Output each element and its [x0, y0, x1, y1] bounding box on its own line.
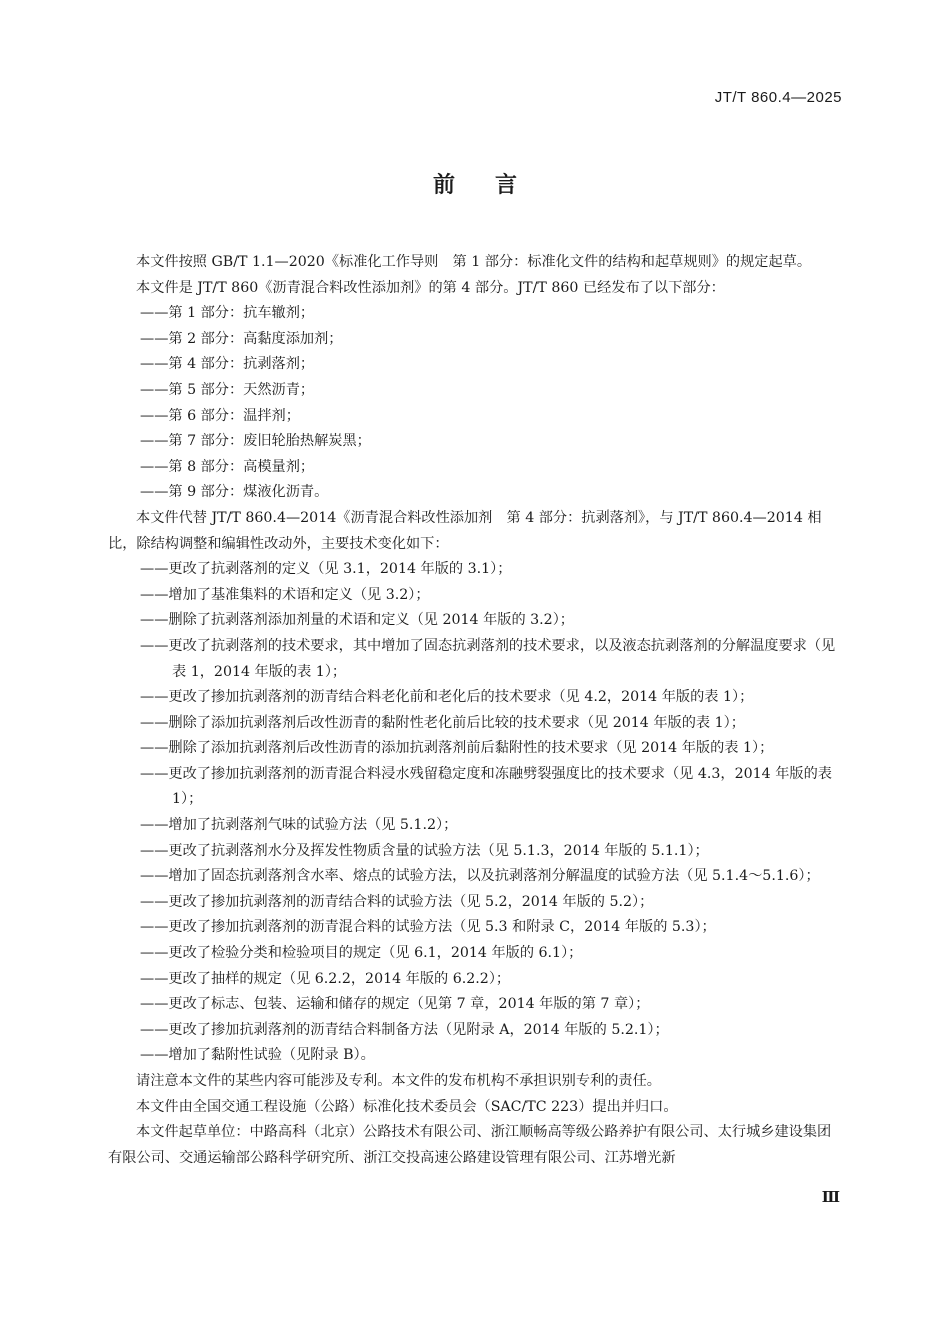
intro-paragraph: 本文件按照 GB/T 1.1—2020《标准化工作导则 第 1 部分：标准化文件的结构和起草规则》的规定起草。	[136, 254, 812, 270]
change-list-item: ——更改了检验分类和检验项目的规定（见 6.1，2014 年版的 6.1）；	[140, 945, 583, 962]
change-list-item: ——增加了黏附性试验（见附录 B）。	[140, 1047, 375, 1064]
committee-paragraph: 本文件由全国交通工程设施（公路）标准化技术委员会（SAC/TC 223）提出并归口。	[136, 1098, 678, 1115]
change-list-item: ——更改了掺加抗剥落剂的沥青结合料老化前和老化后的技术要求（见 4.2，2014 年版的表 1）；	[140, 689, 754, 706]
change-list-item: ——删除了添加抗剥落剂后改性沥青的添加抗剥落剂前后黏附性的技术要求（见 2014 年版的表 1）；	[140, 740, 774, 757]
change-list-item: ——更改了掺加抗剥落剂的沥青结合料的试验方法（见 5.2，2014 年版的 5.2）；	[140, 893, 654, 910]
change-list-item: ——增加了基准集料的术语和定义（见 3.2）；	[140, 586, 430, 603]
change-list-item: ——增加了抗剥落剂气味的试验方法（见 5.1.2）；	[140, 817, 458, 834]
preface-body	[108, 250, 844, 1171]
intro-paragraph: 本文件是 JT/T 860《沥青混合料改性添加剂》的第 4 部分。JT/T 860 已经发布了以下部分：	[136, 279, 725, 296]
change-list-item: ——更改了抽样的规定（见 6.2.2，2014 年版的 6.2.2）；	[140, 970, 511, 987]
parts-list-item: ——第 1 部分：抗车辙剂；	[140, 305, 315, 322]
parts-list-item: ——第 9 部分：煤液化沥青。	[140, 484, 329, 501]
change-list-item: ——删除了添加抗剥落剂后改性沥青的黏附性老化前后比较的技术要求（见 2014 年版的表 1）；	[140, 714, 745, 731]
parts-list-item: ——第 2 部分：高黏度添加剂；	[140, 330, 343, 347]
replace-paragraph: 本文件代替 JT/T 860.4—2014《沥青混合料改性添加剂 第 4 部分：抗剥落剂》，与 JT/T 860.4—2014 相比，除结构调整和编辑性改动外，主要技术变化如下：	[108, 509, 822, 552]
parts-list-item: ——第 5 部分：天然沥青；	[140, 381, 315, 398]
drafting-units-paragraph: 本文件起草单位：中路高科（北京）公路技术有限公司、浙江顺畅高等级公路养护有限公司、太行城乡建设集团有限公司、交通运输部公路科学研究所、浙江交投高速公路建设管理有限公司、江苏增光新	[108, 1124, 832, 1166]
document-code: JT/T 860.4—2025	[714, 89, 842, 106]
change-list-item: ——更改了抗剥落剂的技术要求，其中增加了固态抗剥落剂的技术要求，以及液态抗剥落剂的分解温度要求（见表 1，2014 年版的表 1）；	[140, 637, 836, 680]
page-title: 前言	[432, 173, 557, 198]
change-list-item: ——更改了掺加抗剥落剂的沥青混合料的试验方法（见 5.3 和附录 C，2014 年版的 5.3）；	[140, 919, 716, 936]
change-list-item: ——更改了掺加抗剥落剂的沥青混合料浸水残留稳定度和冻融劈裂强度比的技术要求（见 4.3，2014 年版的表 1）；	[140, 765, 832, 808]
parts-list-item: ——第 6 部分：温拌剂；	[140, 407, 300, 424]
patent-notice: 请注意本文件的某些内容可能涉及专利。本文件的发布机构不承担识别专利的责任。	[136, 1073, 661, 1089]
change-list-item: ——更改了标志、包装、运输和储存的规定（见第 7 章，2014 年版的第 7 章）；	[140, 996, 650, 1013]
page-number: Ⅲ	[821, 1188, 840, 1206]
change-list-item: ——更改了抗剥落剂的定义（见 3.1，2014 年版的 3.1）；	[140, 561, 512, 578]
change-list-item: ——更改了掺加抗剥落剂的沥青结合料制备方法（见附录 A，2014 年版的 5.2.1）；	[140, 1021, 669, 1038]
parts-list-item: ——第 4 部分：抗剥落剂；	[140, 356, 315, 373]
change-list-item: ——增加了固态抗剥落剂含水率、熔点的试验方法，以及抗剥落剂分解温度的试验方法（见 5.1.4～5.1.6）；	[140, 868, 820, 885]
change-list-item: ——删除了抗剥落剂添加剂量的术语和定义（见 2014 年版的 3.2）；	[140, 612, 574, 629]
parts-list-item: ——第 8 部分：高模量剂；	[140, 458, 315, 475]
change-list-item: ——更改了抗剥落剂水分及挥发性物质含量的试验方法（见 5.1.3，2014 年版的 5.1.1）；	[140, 842, 709, 859]
parts-list-item: ——第 7 部分：废旧轮胎热解炭黑；	[140, 433, 371, 450]
